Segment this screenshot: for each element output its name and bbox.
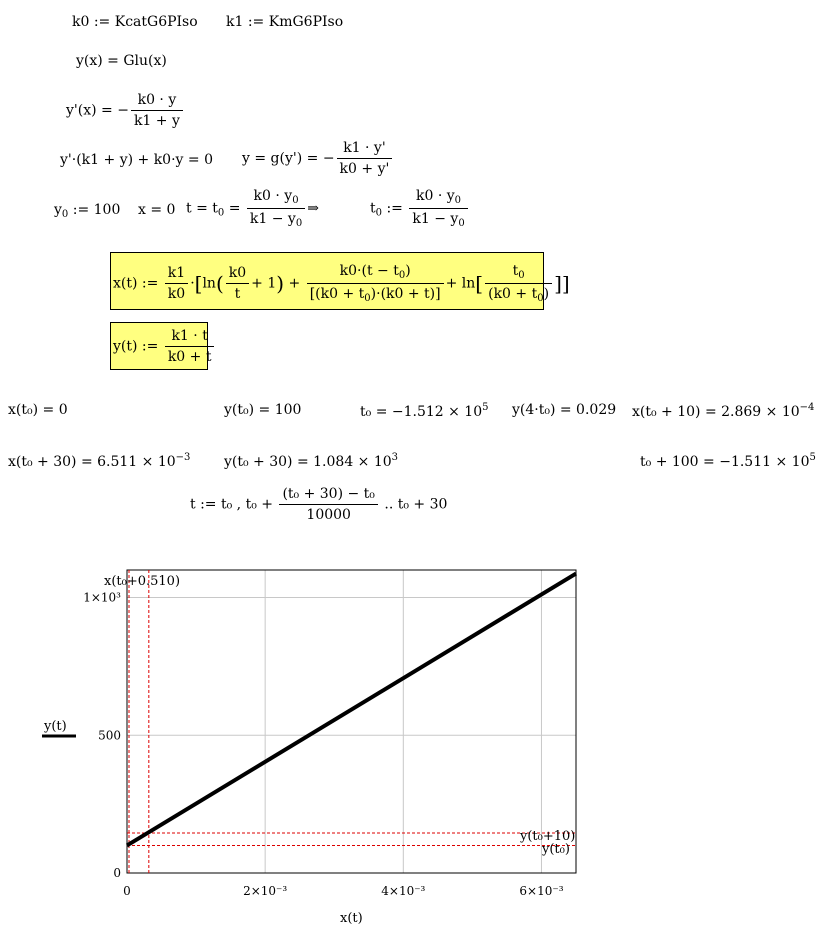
t0-definition[interactable]: $t_0$ := $\frac{k0 \cdot y_0}{k1 - y_0}$ [370,188,470,229]
yx-definition[interactable]: y(x) = Glu(x) [76,53,167,69]
yprime-fraction [131,92,183,129]
result-x-t0-30-exp: −3 [175,452,191,463]
result-x-t0-30[interactable] [8,452,190,470]
result-y-t0-30-exp: 3 [391,452,399,463]
xt-ln1-num: k0 [226,265,249,284]
result-t0-value: t₀ = −1.512 × 10 [360,404,483,420]
k1-definition[interactable]: k1 := KmG6PIso [226,14,344,30]
result-t0-exp: 5 [482,402,489,413]
y-tick-label: 0 [113,866,121,880]
x-axis-label: x(t) [340,911,363,926]
t-equation[interactable]: $t = t_0$ = $\frac{k0 \cdot y_0}{k1 - y_0}$ ⇒ [186,188,319,229]
result-x-t0-10[interactable] [632,402,814,420]
xt-mid-den: [(k0 + t [309,286,365,302]
implies-arrow: ⇒ [307,200,319,217]
t0-assign: := [386,200,403,217]
y0-value: := 100 [72,202,121,218]
vline-top-label: x(t₀+0.510) [104,574,181,589]
result-y-4t0[interactable]: y(4·t₀) = 0.029 [512,402,617,418]
hline-a-label: y(t₀+10) [520,829,576,844]
t0-num: k0 · y [416,188,455,204]
xt-ln2: + ln [445,275,476,292]
range-num: (t₀ + 30) − t₀ [279,486,377,505]
t-subscript: 0 [217,207,225,219]
result-y-t0-30-value: y(t₀ + 30) = 1.084 × 10 [224,454,392,470]
y-tick-label: 500 [98,728,121,743]
hline-b-label: y(t₀) [542,842,570,857]
result-x-t0[interactable]: x(t₀) = 0 [8,402,68,418]
xt-ln1: ln [202,275,216,292]
result-x-t0-10-exp: −4 [799,402,815,413]
y0-definition[interactable] [54,202,120,220]
inverse-equation[interactable] [242,140,394,177]
xt-ln2-num: t [512,263,519,279]
xt-mid-num: k0·(t − t [339,263,399,279]
ode-equation[interactable]: y'·(k1 + y) + k0·y = 0 [60,152,213,168]
inverse-lhs: y = g(y') = − [242,150,335,167]
xt-plus1: + 1 [251,275,277,292]
yt-den: k0 + t [167,349,212,365]
series-layer [127,574,576,846]
xt-ln1-den: t [234,286,241,302]
x0-equation: x = 0 [138,202,176,218]
x-tick-label: 6×10⁻³ [519,884,564,898]
result-x-t0-30-value: x(t₀ + 30) = 6.511 × 10 [8,454,176,470]
xt-ln2-den: (k0 + t [488,286,538,302]
xt-mid-den2: )·(k0 + t)] [370,286,441,302]
x-tick-label: 0 [123,884,131,898]
result-t0-100-value: t₀ + 100 = −1.511 × 10 [640,454,810,470]
yprime-equation[interactable]: y'(x) = − $\frac{k0 \cdot y}{k1 + y}$ [66,92,185,129]
result-t0-100[interactable] [640,452,816,470]
result-y-t0[interactable]: y(t₀) = 100 [224,402,302,418]
range-definition[interactable] [190,486,447,523]
range-den: 10000 [306,507,351,523]
t0-lhs: t [370,200,376,217]
range-fraction [279,486,377,523]
xy-plot[interactable] [0,560,820,948]
result-t0[interactable] [360,402,489,420]
result-t0-100-exp: 5 [809,452,816,463]
yt-definition-box[interactable] [110,322,212,370]
series-line [127,574,576,846]
yprime-num: k0 · y [131,92,183,111]
xt-coef-num: k1 [165,265,188,284]
xt-mid-fraction: $\frac{k0\cdot(t - t_0)}{[(k0 + t_0)\cdot(k0 + t)]}$ [307,263,444,304]
y0-subscript: 0 [61,209,69,220]
range-rhs: .. t₀ + 30 [384,496,448,513]
k0-definition[interactable]: k0 := KcatG6PIso [72,14,198,30]
yt-fraction [165,328,215,365]
xt-lhs: x(t) := [113,275,159,292]
x-tick-label: 4×10⁻³ [381,884,426,898]
y-tick-label: 1×10³ [83,590,121,605]
y-axis-label: y(t) [44,719,67,734]
t-fraction: $\frac{k0 \cdot y_0}{k1 - y_0}$ [247,188,305,229]
t-num: k0 · y [253,188,293,204]
range-lhs: t := t₀ , t₀ + [190,496,273,513]
t-lhs: t = t [186,200,218,217]
yprime-den: k1 + y [133,113,180,129]
inverse-fraction [337,140,393,177]
yt-lhs: y(t) := [113,338,159,355]
xt-coef [165,265,188,302]
inverse-den: k0 + y' [339,161,390,177]
yt-num: k1 · t [165,328,215,347]
yprime-lhs: y'(x) = [66,102,113,119]
tick-labels [83,591,563,898]
t-den: k1 − y [249,211,296,227]
y0-symbol: y [54,202,62,218]
t0-den: k1 − y [412,211,459,227]
result-x-t0-10-value: x(t₀ + 10) = 2.869 × 10 [632,404,800,420]
inverse-num: k1 · y' [337,140,393,159]
result-y-t0-30[interactable] [224,452,398,470]
xt-definition-box[interactable]: x(t) := $\frac{k1}{k0}$ ·[ln( $\frac{k0}{t}$ + 1) + $\frac{k0\cdot(t - t_0)}{[(k0 + t_0)\cdot(k0 + t)]}$ + ln[ $\frac{t_0}{(k0 + t_0)}$ ]] [110,252,544,310]
xt-coef-den: k0 [167,286,186,302]
t0-fraction: $\frac{k0 \cdot y_0}{k1 - y_0}$ [409,188,467,229]
x-tick-label: 2×10⁻³ [243,884,288,898]
